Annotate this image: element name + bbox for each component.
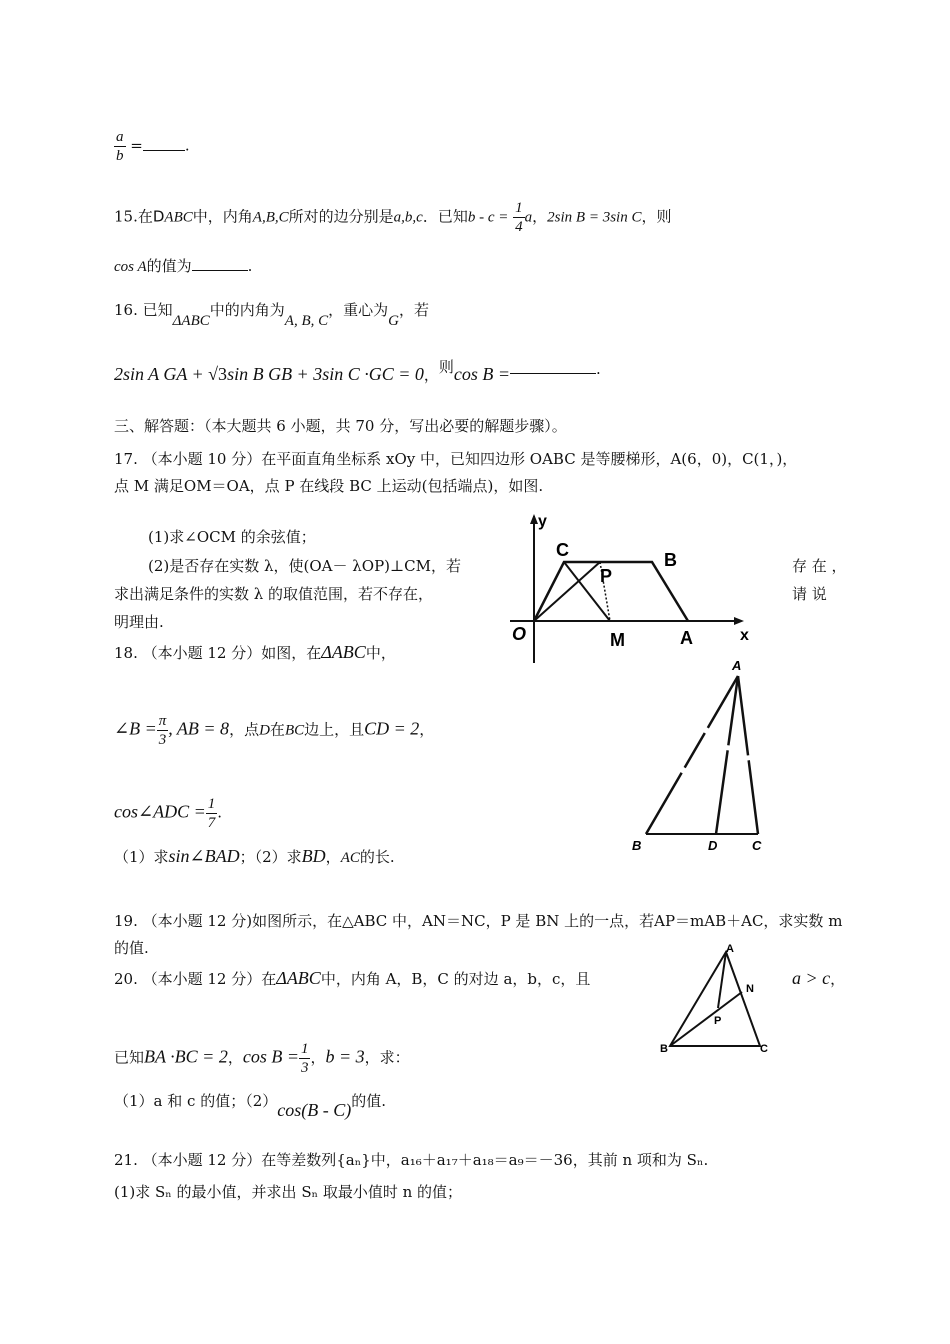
fraction-one-seventh: $\frac{1}{7}$ [207,796,216,831]
question-17-line2: 点 M 满足OM＝OA，点 P 在线段 BC 上运动(包括端点)，如图. [114,477,544,495]
question-20-line1: 20. （本小题 12 分）在ΔABC中，内角 A，B，C 的对边 a，b，c，且 [114,968,591,988]
question-15-line2: cos A的值为 . [114,257,253,275]
section-3-heading: 三、解答题：（本大题共 6 小题，共 70 分，写出必要的解题步骤）。 [114,417,567,435]
question-18-ask: （1）求sin∠BAD；（2）求BD，AC的长. [114,846,395,866]
question-17-sub2-right2: 请 说 [792,585,827,603]
fraction-one-third: $\frac{1}{3}$ [300,1041,309,1076]
answer-blank[interactable] [510,373,596,374]
question-17-line1: 17. （本小题 10 分）在平面直角坐标系 xOy 中，已知四边形 OABC 是等腰梯形，A(6，0)，C(1，)， [114,450,798,468]
label-p: P [600,566,613,586]
question-20-known: 已知BA ·BC = 2，cos B = $\frac{1}{3}$ ，b = 3，求： [114,1041,410,1076]
label-a: A [726,943,734,955]
label-b: B [664,550,677,570]
label-c: C [760,1043,768,1055]
question-17-sub1: (1)求∠OCM 的余弦值； [148,528,316,546]
label-b: B [660,1043,668,1055]
question-17-sub2-end: 明理由. [114,613,164,631]
fraction-one-quarter: $\frac{1}{4}$ [515,200,523,235]
triangle-symbol: D [152,207,165,226]
fraction-pi-over-3: $\frac{\pi}{3}$ [158,713,167,748]
label-b: B [632,838,642,853]
question-20-agc: a > c， [792,968,846,988]
question-15: 15.在DABC中，内角A,B,C所对的边分别是a,b,c．已知b - c = $\frac{1}{4}$ a，2sin B = 3sin C，则 [114,200,672,235]
fraction-a-over-b: $\frac{a}{b}$ [116,129,124,164]
question-16: 16. 已知ΔABC中的内角为A, B, C，重心为G，若 [114,301,429,329]
label-y: y [538,513,547,530]
label-x: x [740,627,749,644]
answer-blank[interactable] [143,150,185,151]
question-17-sub2-right: 存 在 ， [792,557,847,575]
question-20-sub: （1）a 和 c 的值；（2）cos(B - C)的值. [114,1092,387,1120]
label-a: A [732,658,742,673]
figure-triangle-abd [620,656,780,856]
question-17-sub2: (2)是否存在实数 λ，使(OA－ λOP)⊥CM，若 [148,557,461,575]
question-19-line1: 19. （本小题 12 分)如图所示，在△ABC 中，AN＝NC，P 是 BN 上的一点，若AP＝mAB＋AC，求实数 m [114,912,843,930]
label-n: N [746,983,754,995]
question-17-sub2-cont: 求出满足条件的实数 λ 的取值范围，若不存在， [114,585,434,603]
label-c: C [556,540,569,560]
q14-tail: $\frac{a}{b}$ = . [116,129,190,164]
label-c: C [752,838,762,853]
question-21-line1: 21. （本小题 12 分）在等差数列{aₙ}中，a₁₆＋a₁₇＋a₁₈＝a₉＝－36，其前 n 项和为 Sₙ. [114,1151,709,1169]
answer-blank[interactable] [192,270,248,271]
label-p: P [714,1015,722,1027]
question-19-line2: 的值. [114,939,149,957]
label-d: D [708,838,718,853]
label-o: O [512,624,527,644]
figure-trapezoid [500,508,770,668]
label-m: M [610,630,625,650]
figure-triangle-anp [656,942,776,1062]
label-a: A [680,628,693,648]
question-18-line1: 18. （本小题 12 分）如图，在ΔABC中， [114,642,396,662]
question-18-cos: cos∠ADC = $\frac{1}{7}$ . [114,796,223,831]
question-18-cond: ∠B = $\frac{\pi}{3}$ , AB = 8，点D在BC边上，且CD = 2， [114,713,435,748]
question-16-equation: 2sin A GA + √3sin B GB + 3sin C ·GC = 0，则cos B = . [114,358,601,384]
question-21-line2: (1)求 Sₙ 的最小值，并求出 Sₙ 取最小值时 n 的值； [114,1183,463,1201]
